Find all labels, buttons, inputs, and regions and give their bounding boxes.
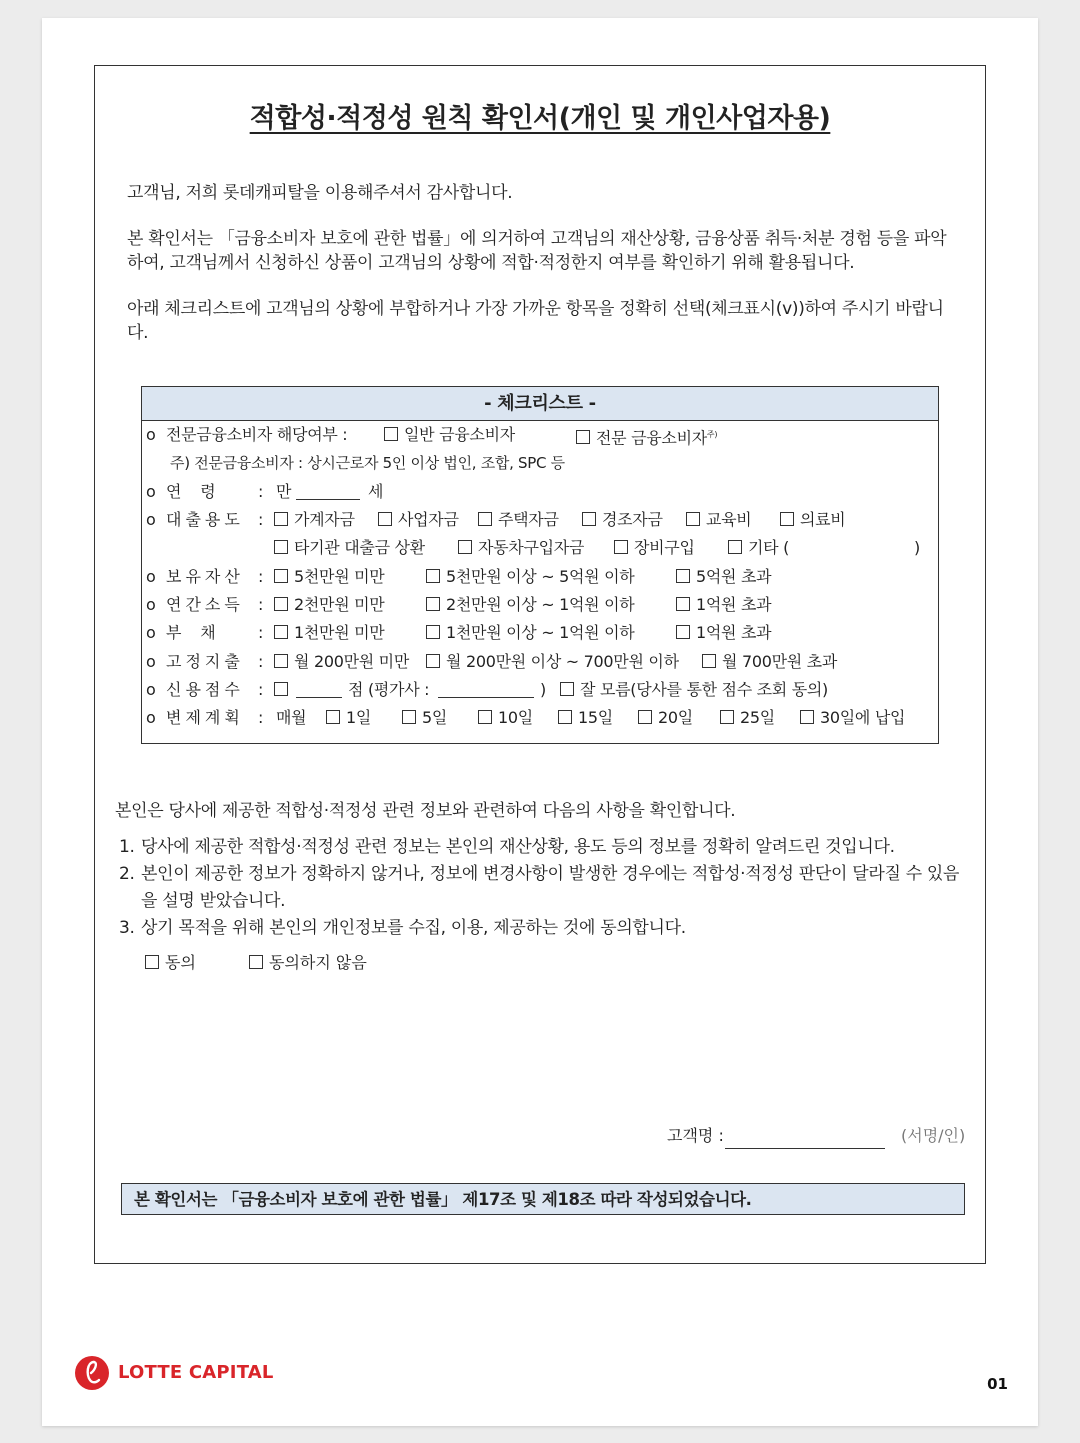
footnote-mark: 주) bbox=[706, 430, 718, 439]
checkbox[interactable] bbox=[676, 597, 690, 611]
list-item: 3. 상기 목적을 위해 본인의 개인정보를 수집, 이용, 제공하는 것에 동의합니다. bbox=[119, 918, 686, 938]
list-item: 1. 당사에 제공한 적합성·적정성 관련 정보는 본인의 재산상황, 용도 등의 정보를 정확히 알려드린 것입니다. bbox=[119, 837, 895, 857]
colon: : bbox=[258, 708, 264, 727]
checklist-box bbox=[141, 386, 939, 744]
checkbox[interactable] bbox=[582, 512, 596, 526]
brand-name: LOTTE CAPITAL bbox=[118, 1362, 274, 1383]
checkbox[interactable] bbox=[426, 569, 440, 583]
checkbox[interactable] bbox=[274, 654, 288, 668]
credit-score-input[interactable] bbox=[296, 678, 342, 702]
bullet: o bbox=[146, 680, 156, 699]
checkbox[interactable] bbox=[576, 430, 590, 444]
credit-score-checkbox[interactable] bbox=[274, 678, 294, 702]
checkbox[interactable] bbox=[249, 955, 263, 969]
checkbox[interactable] bbox=[780, 512, 794, 526]
form-frame bbox=[94, 65, 986, 1264]
checkbox[interactable] bbox=[426, 654, 440, 668]
option-expense-3[interactable]: 월 700만원 초과 bbox=[702, 650, 837, 674]
colon: : bbox=[258, 680, 264, 699]
fixed-expense-label: 고정지출 bbox=[166, 652, 244, 671]
option-assets-1[interactable]: 5천만원 미만 bbox=[274, 565, 384, 589]
checkbox[interactable] bbox=[560, 682, 574, 696]
income-label: 연간소득 bbox=[166, 595, 244, 614]
checkbox[interactable] bbox=[274, 597, 288, 611]
document-page bbox=[42, 18, 1038, 1426]
option-day-25[interactable]: 25일 bbox=[720, 706, 775, 730]
option-education[interactable]: 교육비 bbox=[686, 508, 751, 532]
option-day-15[interactable]: 15일 bbox=[558, 706, 613, 730]
row-income bbox=[146, 593, 936, 617]
bullet: o bbox=[146, 425, 156, 444]
checkbox[interactable] bbox=[326, 710, 340, 724]
checkbox[interactable] bbox=[614, 540, 628, 554]
page-title: 적합성·적정성 원칙 확인서(개인 및 개인사업자용) bbox=[249, 103, 831, 134]
checkbox[interactable] bbox=[478, 512, 492, 526]
checkbox[interactable] bbox=[274, 512, 288, 526]
lotte-logo-icon bbox=[74, 1355, 110, 1391]
checklist-header: - 체크리스트 - bbox=[142, 387, 938, 421]
other-close-paren: ) bbox=[914, 538, 920, 557]
colon: : bbox=[258, 623, 264, 642]
page-number: 01 bbox=[987, 1375, 1008, 1393]
option-medical[interactable]: 의료비 bbox=[780, 508, 845, 532]
colon: : bbox=[258, 652, 264, 671]
row-repayment bbox=[146, 706, 936, 730]
customer-name-input[interactable] bbox=[725, 1148, 885, 1149]
option-equipment[interactable]: 장비구입 bbox=[614, 536, 695, 560]
option-income-2[interactable]: 2천만원 이상 ~ 1억원 이하 bbox=[426, 593, 634, 617]
legal-notice: 본 확인서는 「금융소비자 보호에 관한 법률」 제17조 및 제18조 따라 작성되었습니다. bbox=[121, 1183, 965, 1215]
checkbox[interactable] bbox=[638, 710, 652, 724]
credit-close-paren: ) bbox=[540, 680, 546, 699]
row-debt bbox=[146, 621, 936, 645]
option-day-20[interactable]: 20일 bbox=[638, 706, 693, 730]
age-input[interactable] bbox=[296, 480, 360, 504]
professional-note: 주) 전문금융소비자 : 상시근로자 5인 이상 법인, 조합, SPC 등 bbox=[170, 454, 565, 472]
row-loan-purpose bbox=[146, 508, 936, 532]
checkbox[interactable] bbox=[676, 625, 690, 639]
option-income-3[interactable]: 1억원 초과 bbox=[676, 593, 771, 617]
age-prefix: 만 bbox=[276, 482, 292, 501]
checkbox[interactable] bbox=[728, 540, 742, 554]
agree-option[interactable]: 동의 bbox=[145, 950, 196, 973]
colon: : bbox=[258, 595, 264, 614]
debt-label: 부 채 bbox=[166, 623, 216, 642]
checkbox[interactable] bbox=[702, 654, 716, 668]
option-expense-2[interactable]: 월 200만원 이상 ~ 700만원 이하 bbox=[426, 650, 679, 674]
row-assets bbox=[146, 565, 936, 589]
colon: : bbox=[258, 510, 264, 529]
bullet: o bbox=[146, 567, 156, 586]
bullet: o bbox=[146, 708, 156, 727]
credit-agency-input[interactable] bbox=[438, 678, 534, 702]
credit-score-label: 신용점수 bbox=[166, 680, 244, 699]
checkbox[interactable] bbox=[676, 569, 690, 583]
option-income-1[interactable]: 2천만원 미만 bbox=[274, 593, 384, 617]
checkbox[interactable] bbox=[274, 625, 288, 639]
checkbox[interactable] bbox=[274, 569, 288, 583]
checkbox[interactable] bbox=[800, 710, 814, 724]
row-credit-score bbox=[146, 678, 936, 702]
checkbox[interactable] bbox=[458, 540, 472, 554]
option-housing[interactable]: 주택자금 bbox=[478, 508, 559, 532]
repayment-prefix: 매월 bbox=[276, 708, 307, 727]
confirmation-intro: 본인은 당사에 제공한 적합성·적정성 관련 정보와 관련하여 다음의 사항을 확인합니다. bbox=[115, 801, 736, 821]
colon: : bbox=[258, 482, 264, 501]
checkbox[interactable] bbox=[686, 512, 700, 526]
credit-score-unit: 점 (평가사 : bbox=[348, 680, 430, 699]
colon: : bbox=[258, 567, 264, 586]
assets-label: 보유자산 bbox=[166, 567, 244, 586]
loan-purpose-label: 대출용도 bbox=[166, 510, 244, 529]
bullet: o bbox=[146, 510, 156, 529]
option-expense-1[interactable]: 월 200만원 미만 bbox=[274, 650, 409, 674]
age-suffix: 세 bbox=[368, 482, 384, 501]
intro-text: 본 확인서는 「금융소비자 보호에 관한 법률」에 의거하여 고객님의 재산상황, 금융상품 취득·처분 경험 등을 파악하여, 고객님께서 신청하신 상품이 고객님의 상황에 적합·적정한지 여부를 확인하기 위해 활용됩니다. bbox=[127, 229, 947, 273]
option-debt-3[interactable]: 1억원 초과 bbox=[676, 621, 771, 645]
option-other[interactable]: 기타 ( bbox=[728, 536, 789, 560]
checkbox[interactable] bbox=[274, 540, 288, 554]
instruction-text: 아래 체크리스트에 고객님의 상황에 부합하거나 가장 가까운 항목을 정확히 선택(체크표시(v))하여 주시기 바랍니다. bbox=[127, 299, 944, 343]
option-professional-consumer[interactable]: 전문 금융소비자$^{주)}$ bbox=[576, 423, 717, 450]
disagree-option[interactable]: 동의하지 않음 bbox=[249, 950, 367, 973]
option-debt-2[interactable]: 1천만원 이상 ~ 1억원 이하 bbox=[426, 621, 634, 645]
checkbox[interactable] bbox=[478, 710, 492, 724]
option-refinance[interactable]: 타기관 대출금 상환 bbox=[274, 536, 425, 560]
option-business[interactable]: 사업자금 bbox=[378, 508, 459, 532]
bullet: o bbox=[146, 482, 156, 501]
bullet: o bbox=[146, 623, 156, 642]
bullet: o bbox=[146, 595, 156, 614]
row-loan-purpose-2 bbox=[146, 536, 936, 560]
checkbox[interactable] bbox=[384, 427, 398, 441]
option-family-event[interactable]: 경조자금 bbox=[582, 508, 663, 532]
option-credit-unknown[interactable]: 잘 모름(당사를 통한 점수 조회 동의) bbox=[560, 678, 828, 702]
signature-hint: (서명/인) bbox=[901, 1126, 966, 1145]
option-household[interactable]: 가계자금 bbox=[274, 508, 355, 532]
option-day-1[interactable]: 1일 bbox=[326, 706, 371, 730]
checkbox[interactable] bbox=[145, 955, 159, 969]
checkbox[interactable] bbox=[378, 512, 392, 526]
checkbox[interactable] bbox=[402, 710, 416, 724]
option-day-30[interactable]: 30일에 납입 bbox=[800, 706, 905, 730]
option-assets-2[interactable]: 5천만원 이상 ~ 5억원 이하 bbox=[426, 565, 634, 589]
checkbox[interactable] bbox=[426, 625, 440, 639]
professional-label: 전문금융소비자 해당여부 : bbox=[166, 425, 348, 444]
checkbox[interactable] bbox=[274, 682, 288, 696]
customer-name-label: 고객명 : bbox=[667, 1126, 724, 1145]
bullet: o bbox=[146, 652, 156, 671]
repayment-label: 변제계획 bbox=[166, 708, 244, 727]
checkbox[interactable] bbox=[426, 597, 440, 611]
age-label: 연 령 bbox=[166, 482, 216, 501]
option-debt-1[interactable]: 1천만원 미만 bbox=[274, 621, 384, 645]
checkbox[interactable] bbox=[720, 710, 734, 724]
option-day-5[interactable]: 5일 bbox=[402, 706, 447, 730]
option-general-consumer[interactable]: 일반 금융소비자 bbox=[384, 423, 515, 447]
checkbox[interactable] bbox=[558, 710, 572, 724]
option-car-purchase[interactable]: 자동차구입자금 bbox=[458, 536, 584, 560]
checklist-body bbox=[142, 421, 938, 741]
greeting-text: 고객님, 저희 롯데캐피탈을 이용해주셔서 감사합니다. bbox=[127, 183, 513, 203]
option-assets-3[interactable]: 5억원 초과 bbox=[676, 565, 771, 589]
row-fixed-expense bbox=[146, 650, 936, 674]
option-day-10[interactable]: 10일 bbox=[478, 706, 533, 730]
list-item: 2. 본인이 제공한 정보가 정확하지 않거나, 정보에 변경사항이 발생한 경우에는 적합성·적정성 판단이 달라질 수 있음을 설명 받았습니다. bbox=[119, 864, 960, 911]
confirmation-list bbox=[115, 834, 975, 942]
